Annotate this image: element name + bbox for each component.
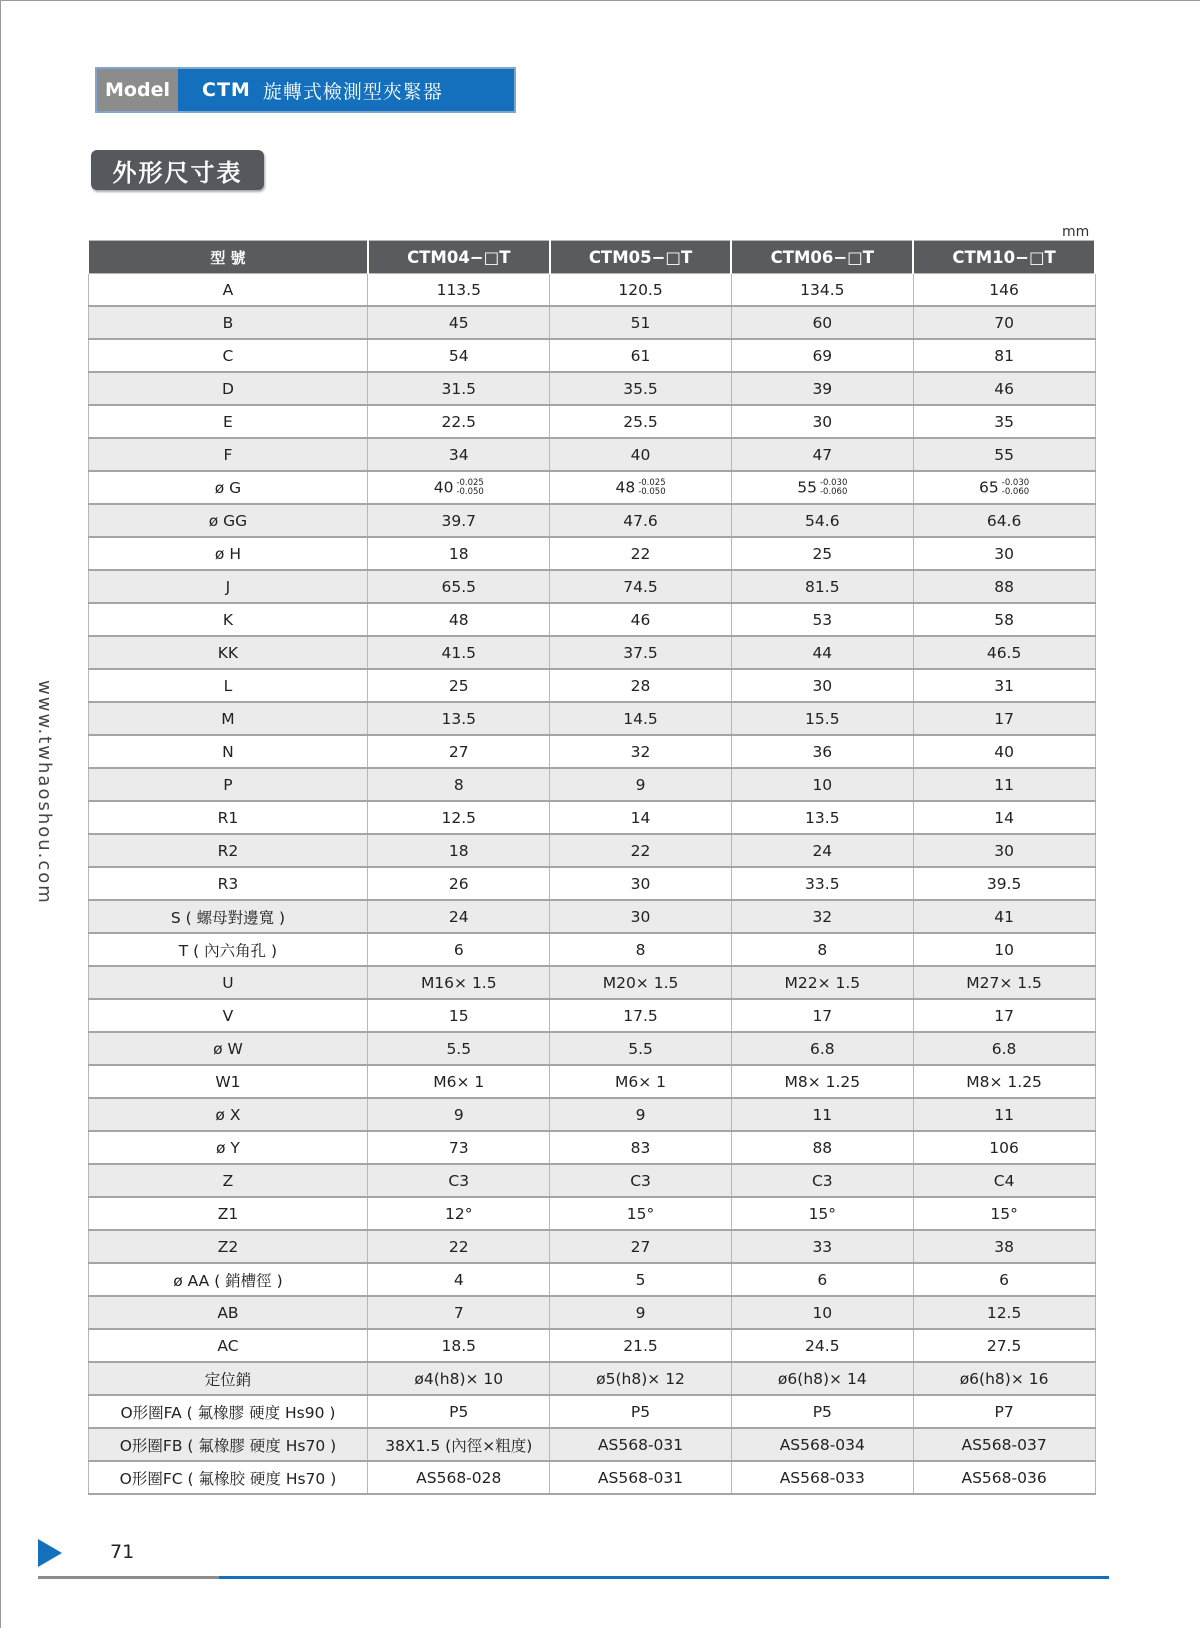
table-cell: C3	[550, 1164, 732, 1197]
table-cell: 25	[731, 537, 913, 570]
column-header: CTM06−□T	[731, 241, 913, 274]
table-row	[88, 603, 1095, 636]
table-cell: C3	[368, 1164, 550, 1197]
row-label: AC	[88, 1329, 368, 1362]
tolerance-lower: -0.050	[456, 486, 484, 497]
row-label: Z2	[88, 1230, 368, 1263]
table-cell: 17.5	[550, 999, 732, 1032]
model-banner	[95, 67, 516, 113]
table-cell: 17	[913, 999, 1095, 1032]
table-row	[88, 1296, 1095, 1329]
row-label: ø GG	[88, 504, 368, 537]
table-cell: 48	[368, 603, 550, 636]
table-cell: 31.5	[368, 372, 550, 405]
row-label: W1	[88, 1065, 368, 1098]
cell-value: 48	[615, 478, 636, 497]
cell-value: 55	[797, 478, 817, 497]
table-cell: M8× 1.25	[731, 1065, 913, 1098]
table-cell: 9	[550, 1098, 732, 1131]
row-label: B	[88, 306, 368, 339]
table-cell: 14	[550, 801, 732, 834]
table-cell: 18	[368, 537, 550, 570]
unit-label: mm	[1062, 224, 1090, 240]
table-cell: 7	[368, 1296, 550, 1329]
tolerance	[638, 479, 665, 497]
row-label: P	[88, 768, 368, 801]
table-cell: 10	[913, 933, 1095, 966]
website-url: www.twhaoshou.com	[34, 680, 55, 905]
table-cell: 8	[550, 933, 732, 966]
table-cell: 73	[368, 1131, 550, 1164]
table-header-row	[88, 241, 1095, 274]
table-cell: 46.5	[913, 636, 1095, 669]
tolerance-lower: -0.060	[819, 486, 848, 497]
row-label: A	[88, 274, 368, 307]
table-cell: 70	[913, 306, 1095, 339]
table-cell: 33	[731, 1230, 913, 1263]
table-row	[88, 834, 1095, 867]
table-cell: 27	[550, 1230, 732, 1263]
tolerance-upper: -0.030	[819, 477, 848, 488]
table-row	[88, 537, 1095, 570]
tolerance	[1002, 479, 1029, 497]
column-header: 型 號	[88, 241, 368, 274]
table-cell: M6× 1	[368, 1065, 550, 1098]
cell-value: 65	[979, 478, 999, 497]
table-cell	[913, 471, 1095, 504]
table-cell: 35.5	[550, 372, 732, 405]
table-cell: 5.5	[550, 1032, 732, 1065]
table-cell: 6	[731, 1263, 913, 1296]
row-label: N	[88, 735, 368, 768]
table-row	[88, 274, 1095, 307]
page-number: 71	[110, 1541, 135, 1563]
table-cell: M6× 1	[550, 1065, 732, 1098]
table-cell: 30	[550, 900, 732, 933]
tolerance-upper: -0.030	[1001, 477, 1030, 488]
footer-rule-grey	[38, 1576, 219, 1579]
table-row	[88, 966, 1095, 999]
table-cell: 14.5	[550, 702, 732, 735]
table-cell: P7	[913, 1395, 1095, 1428]
table-cell: AS568-028	[368, 1461, 550, 1494]
table-cell: 12.5	[913, 1296, 1095, 1329]
table-cell: 12.5	[368, 801, 550, 834]
row-label: R1	[88, 801, 368, 834]
table-cell: 15°	[913, 1197, 1095, 1230]
row-label: M	[88, 702, 368, 735]
table-cell: 65.5	[368, 570, 550, 603]
model-title	[178, 69, 514, 111]
row-label: U	[88, 966, 368, 999]
table-cell: 81.5	[731, 570, 913, 603]
table-cell: 22	[550, 834, 732, 867]
model-code: CTM	[202, 79, 251, 101]
table-cell: 9	[368, 1098, 550, 1131]
table-cell: 113.5	[368, 274, 550, 307]
row-label: ø G	[88, 471, 368, 504]
table-cell: P5	[368, 1395, 550, 1428]
table-row	[88, 1065, 1095, 1098]
table-cell: 88	[913, 570, 1095, 603]
table-cell: 30	[731, 405, 913, 438]
table-cell: 39	[731, 372, 913, 405]
table-cell: 30	[550, 867, 732, 900]
row-label: R2	[88, 834, 368, 867]
table-cell: 12°	[368, 1197, 550, 1230]
table-cell: 26	[368, 867, 550, 900]
table-cell: 30	[913, 834, 1095, 867]
page-border-left	[0, 0, 1, 1628]
table-cell: 24	[368, 900, 550, 933]
table-cell: 35	[913, 405, 1095, 438]
table-row	[88, 1164, 1095, 1197]
table-cell: 24	[731, 834, 913, 867]
table-row	[88, 1263, 1095, 1296]
row-label: O形圈FB ( 氟橡膠 硬度 Hs70 )	[88, 1428, 368, 1461]
table-cell: 106	[913, 1131, 1095, 1164]
table-row	[88, 1461, 1095, 1494]
table-cell: 6	[913, 1263, 1095, 1296]
table-cell: 81	[913, 339, 1095, 372]
row-label: L	[88, 669, 368, 702]
table-row	[88, 768, 1095, 801]
table-cell: 22.5	[368, 405, 550, 438]
table-cell: 11	[913, 1098, 1095, 1131]
table-cell: 40	[913, 735, 1095, 768]
table-cell: 38X1.5 (內徑×粗度)	[368, 1428, 550, 1461]
table-cell: 11	[913, 768, 1095, 801]
table-cell: 24.5	[731, 1329, 913, 1362]
table-cell: 32	[731, 900, 913, 933]
row-label: O形圈FA ( 氟橡膠 硬度 Hs90 )	[88, 1395, 368, 1428]
table-row	[88, 1230, 1095, 1263]
row-label: KK	[88, 636, 368, 669]
table-cell: 17	[913, 702, 1095, 735]
model-tag: Model	[97, 69, 178, 111]
table-cell: 15°	[731, 1197, 913, 1230]
row-label: C	[88, 339, 368, 372]
table-cell: P5	[731, 1395, 913, 1428]
table-cell: 45	[368, 306, 550, 339]
table-cell: 13.5	[731, 801, 913, 834]
table-cell: 5	[550, 1263, 732, 1296]
table-cell: AS568-034	[731, 1428, 913, 1461]
table-cell: 39.7	[368, 504, 550, 537]
row-label: AB	[88, 1296, 368, 1329]
table-row	[88, 636, 1095, 669]
table-cell: C3	[731, 1164, 913, 1197]
table-row	[88, 1032, 1095, 1065]
row-label: 定位銷	[88, 1362, 368, 1395]
page-border-top	[0, 0, 1200, 1]
row-label: ø X	[88, 1098, 368, 1131]
table-cell: M27× 1.5	[913, 966, 1095, 999]
table-cell: 41.5	[368, 636, 550, 669]
table-cell: P5	[550, 1395, 732, 1428]
row-label: J	[88, 570, 368, 603]
table-cell: M8× 1.25	[913, 1065, 1095, 1098]
table-cell: 22	[550, 537, 732, 570]
table-row	[88, 1329, 1095, 1362]
table-cell: 4	[368, 1263, 550, 1296]
table-cell: 27	[368, 735, 550, 768]
table-row	[88, 1428, 1095, 1461]
table-cell: 10	[731, 768, 913, 801]
table-cell: 14	[913, 801, 1095, 834]
table-cell: ø5(h8)× 12	[550, 1362, 732, 1395]
table-cell: 134.5	[731, 274, 913, 307]
table-row	[88, 372, 1095, 405]
table-cell: 120.5	[550, 274, 732, 307]
table-cell: AS568-036	[913, 1461, 1095, 1494]
table-cell: 25	[368, 669, 550, 702]
row-label: R3	[88, 867, 368, 900]
column-header: CTM05−□T	[550, 241, 732, 274]
table-cell: 9	[550, 768, 732, 801]
table-row	[88, 405, 1095, 438]
row-label: F	[88, 438, 368, 471]
row-label: V	[88, 999, 368, 1032]
table-row	[88, 471, 1095, 504]
table-cell: 6	[368, 933, 550, 966]
table-cell: AS568-031	[550, 1461, 732, 1494]
table-cell: 6.8	[731, 1032, 913, 1065]
row-label: ø Y	[88, 1131, 368, 1164]
tolerance	[820, 479, 847, 497]
table-cell: 44	[731, 636, 913, 669]
table-cell: 54	[368, 339, 550, 372]
cell-value: 40	[433, 478, 454, 497]
table-cell: 27.5	[913, 1329, 1095, 1362]
table-cell: ø6(h8)× 14	[731, 1362, 913, 1395]
table-cell: ø4(h8)× 10	[368, 1362, 550, 1395]
table-row	[88, 1197, 1095, 1230]
table-cell: 18.5	[368, 1329, 550, 1362]
table-row	[88, 669, 1095, 702]
table-cell: 6.8	[913, 1032, 1095, 1065]
table-cell: 37.5	[550, 636, 732, 669]
table-cell: 38	[913, 1230, 1095, 1263]
table-cell: C4	[913, 1164, 1095, 1197]
table-cell: 25.5	[550, 405, 732, 438]
table-row	[88, 504, 1095, 537]
table-row	[88, 1098, 1095, 1131]
table-cell: 60	[731, 306, 913, 339]
table-cell: AS568-037	[913, 1428, 1095, 1461]
table-cell: 61	[550, 339, 732, 372]
table-cell: 10	[731, 1296, 913, 1329]
row-label: ø W	[88, 1032, 368, 1065]
table-cell: M22× 1.5	[731, 966, 913, 999]
table-cell: 22	[368, 1230, 550, 1263]
table-row	[88, 900, 1095, 933]
table-cell: ø6(h8)× 16	[913, 1362, 1095, 1395]
tolerance	[456, 479, 483, 497]
table-cell: 64.6	[913, 504, 1095, 537]
table-cell	[731, 471, 913, 504]
table-cell: 46	[550, 603, 732, 636]
table-cell	[368, 471, 550, 504]
row-label: O形圈FC ( 氟橡胶 硬度 Hs70 )	[88, 1461, 368, 1494]
footer-rule-blue	[219, 1576, 1109, 1579]
page-arrow-icon	[38, 1539, 62, 1567]
table-cell: 88	[731, 1131, 913, 1164]
table-row	[88, 570, 1095, 603]
table-row	[88, 702, 1095, 735]
table-cell: 30	[913, 537, 1095, 570]
table-row	[88, 999, 1095, 1032]
table-cell: M20× 1.5	[550, 966, 732, 999]
row-label: D	[88, 372, 368, 405]
table-cell: 34	[368, 438, 550, 471]
row-label: E	[88, 405, 368, 438]
table-cell: 32	[550, 735, 732, 768]
row-label: Z	[88, 1164, 368, 1197]
table-cell: 55	[913, 438, 1095, 471]
table-cell: 36	[731, 735, 913, 768]
table-cell: 54.6	[731, 504, 913, 537]
table-row	[88, 339, 1095, 372]
table-cell: 51	[550, 306, 732, 339]
table-cell: 53	[731, 603, 913, 636]
table-row	[88, 306, 1095, 339]
table-cell: 8	[368, 768, 550, 801]
table-row	[88, 438, 1095, 471]
table-cell	[550, 471, 732, 504]
table-cell: 15.5	[731, 702, 913, 735]
table-cell: 9	[550, 1296, 732, 1329]
table-cell: 146	[913, 274, 1095, 307]
model-name: 旋轉式檢測型夾緊器	[262, 80, 443, 103]
row-label: ø H	[88, 537, 368, 570]
table-row	[88, 801, 1095, 834]
table-cell: 47	[731, 438, 913, 471]
table-cell: 47.6	[550, 504, 732, 537]
tolerance-upper: -0.025	[456, 477, 484, 488]
table-cell: AS568-031	[550, 1428, 732, 1461]
table-row	[88, 735, 1095, 768]
row-label: ø AA ( 銷槽徑 )	[88, 1263, 368, 1296]
table-cell: 58	[913, 603, 1095, 636]
table-cell: 15°	[550, 1197, 732, 1230]
column-header: CTM04−□T	[368, 241, 550, 274]
table-cell: 83	[550, 1131, 732, 1164]
table-row	[88, 1362, 1095, 1395]
row-label: T ( 內六角孔 )	[88, 933, 368, 966]
table-cell: 21.5	[550, 1329, 732, 1362]
table-cell: 17	[731, 999, 913, 1032]
row-label: Z1	[88, 1197, 368, 1230]
section-title: 外形尺寸表	[91, 150, 264, 190]
table-cell: 11	[731, 1098, 913, 1131]
dimension-table	[87, 240, 1096, 1495]
table-cell: 15	[368, 999, 550, 1032]
table-row	[88, 933, 1095, 966]
table-body	[88, 274, 1095, 1495]
table-cell: 46	[913, 372, 1095, 405]
table-cell: AS568-033	[731, 1461, 913, 1494]
table-cell: 28	[550, 669, 732, 702]
tolerance-lower: -0.060	[1001, 486, 1030, 497]
table-cell: 39.5	[913, 867, 1095, 900]
table-cell: 31	[913, 669, 1095, 702]
row-label: K	[88, 603, 368, 636]
tolerance-lower: -0.050	[638, 486, 666, 497]
column-header: CTM10−□T	[913, 241, 1095, 274]
row-label: S ( 螺母對邊寬 )	[88, 900, 368, 933]
table-cell: 33.5	[731, 867, 913, 900]
tolerance-upper: -0.025	[638, 477, 666, 488]
table-row	[88, 867, 1095, 900]
table-cell: 40	[550, 438, 732, 471]
table-cell: 74.5	[550, 570, 732, 603]
table-row	[88, 1395, 1095, 1428]
table-row	[88, 1131, 1095, 1164]
table-cell: 30	[731, 669, 913, 702]
table-cell: 69	[731, 339, 913, 372]
table-cell: 13.5	[368, 702, 550, 735]
table-cell: M16× 1.5	[368, 966, 550, 999]
table-cell: 8	[731, 933, 913, 966]
table-cell: 5.5	[368, 1032, 550, 1065]
table-cell: 18	[368, 834, 550, 867]
table-cell: 41	[913, 900, 1095, 933]
